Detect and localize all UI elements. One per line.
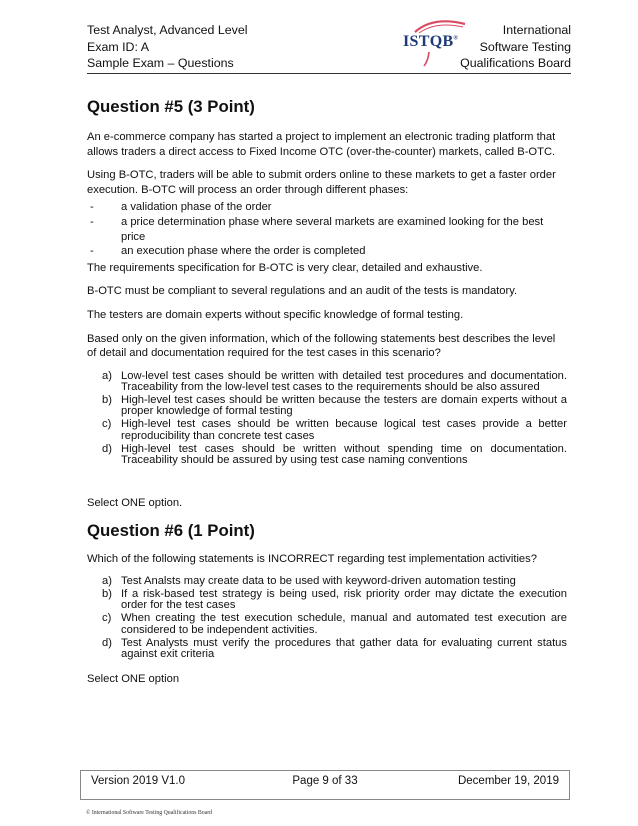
header-org-line-1: International — [502, 23, 571, 37]
header-org-line-2: Software Testing — [479, 39, 571, 54]
answer-option-c: c) When creating the test execution schedule, manual and automated test execution are considered to be independent activities. — [102, 612, 567, 636]
header-org-line-3: Qualifications Board — [460, 56, 571, 70]
page-footer — [80, 770, 570, 800]
phase-list — [87, 200, 567, 258]
answer-option-b: b) If a risk-based test strategy is being used, risk priority order may dictate the execution order for the test cases — [102, 588, 567, 612]
question-5-requirements: The requirements specification for B-OTC is very clear, detailed and exhaustive. — [87, 261, 483, 274]
question-5-testers: The testers are domain experts without specific knowledge of formal testing. — [87, 308, 464, 321]
question-6-prompt: Which of the following statements is INCORRECT regarding test implementation activities? — [87, 552, 537, 565]
question-6-title: Question #6 (1 Point) — [87, 520, 255, 540]
footer-copyright: © International Software Testing Qualifications Board — [86, 810, 213, 816]
answer-option-b: b) High-level test cases should be written because the testers are domain experts without a proper knowledge of formal testing — [102, 394, 567, 418]
header-exam-id: Exam ID: A — [87, 39, 149, 54]
question-5-prompt: Based only on the given information, which of the following statements best describes the level of detail and documentation required for the test cases in this scenario? — [87, 332, 556, 360]
answer-option-d: d) Test Analysts must verify the procedures that gather data for evaluating current status against exit criteria — [102, 636, 567, 661]
list-item: - a validation phase of the order — [90, 201, 272, 214]
list-item: - a price determination phase where several markets are examined looking for the best price — [90, 215, 544, 243]
footer-page-number: Page 9 of 33 — [292, 775, 358, 787]
question-5-instruction: Select ONE option. — [87, 496, 183, 509]
question-5-intro: An e-commerce company has started a project to implement an electronic trading platform that allows traders a direct access to Fixed Income OTC (over-the-counter) markets, called B-OTC. — [87, 131, 556, 158]
page-header — [87, 22, 571, 70]
answer-option-d: d) High-level test cases should be written without spending time on documentation. Traceability should be assured by using test case naming conventions — [102, 442, 567, 467]
footer-date: December 19, 2019 — [457, 775, 559, 787]
header-org-name — [460, 22, 571, 72]
answer-option-a: a) Test Analsts may create data to be used with keyword-driven automation testing — [102, 575, 516, 588]
header-level: Test Analyst, Advanced Level — [87, 23, 248, 37]
question-5-compliance: B-OTC must be compliant to several regulations and an audit of the tests is mandatory. — [87, 285, 518, 298]
header-doc-type: Sample Exam – Questions — [87, 56, 234, 70]
answer-option-a: a) Low-level test cases should be written with detailed test procedures and documentation. Traceability from the low-level test cases to the requirements should be also assured — [102, 369, 567, 394]
question-6-instruction: Select ONE option — [87, 673, 180, 685]
question-5-phases-intro: Using B-OTC, traders will be able to submit orders online to these markets to get a faster order execution. B-OTC will process an order through different phases: — [87, 169, 556, 196]
header-divider — [87, 73, 571, 74]
question-5-title: Question #5 (3 Point) — [87, 97, 255, 116]
footer-version: Version 2019 V1.0 — [91, 775, 185, 787]
list-item: - an execution phase where the order is completed — [90, 245, 366, 258]
header-exam-info — [87, 22, 248, 72]
answer-option-c: c) High-level test cases should be written because logical test cases provide a better reproducibility than concrete test cases — [102, 418, 567, 442]
question-6-options — [87, 576, 567, 660]
question-5-options — [87, 371, 567, 467]
logo-wordmark: ISTQB® — [403, 33, 459, 50]
page-content — [87, 96, 567, 687]
